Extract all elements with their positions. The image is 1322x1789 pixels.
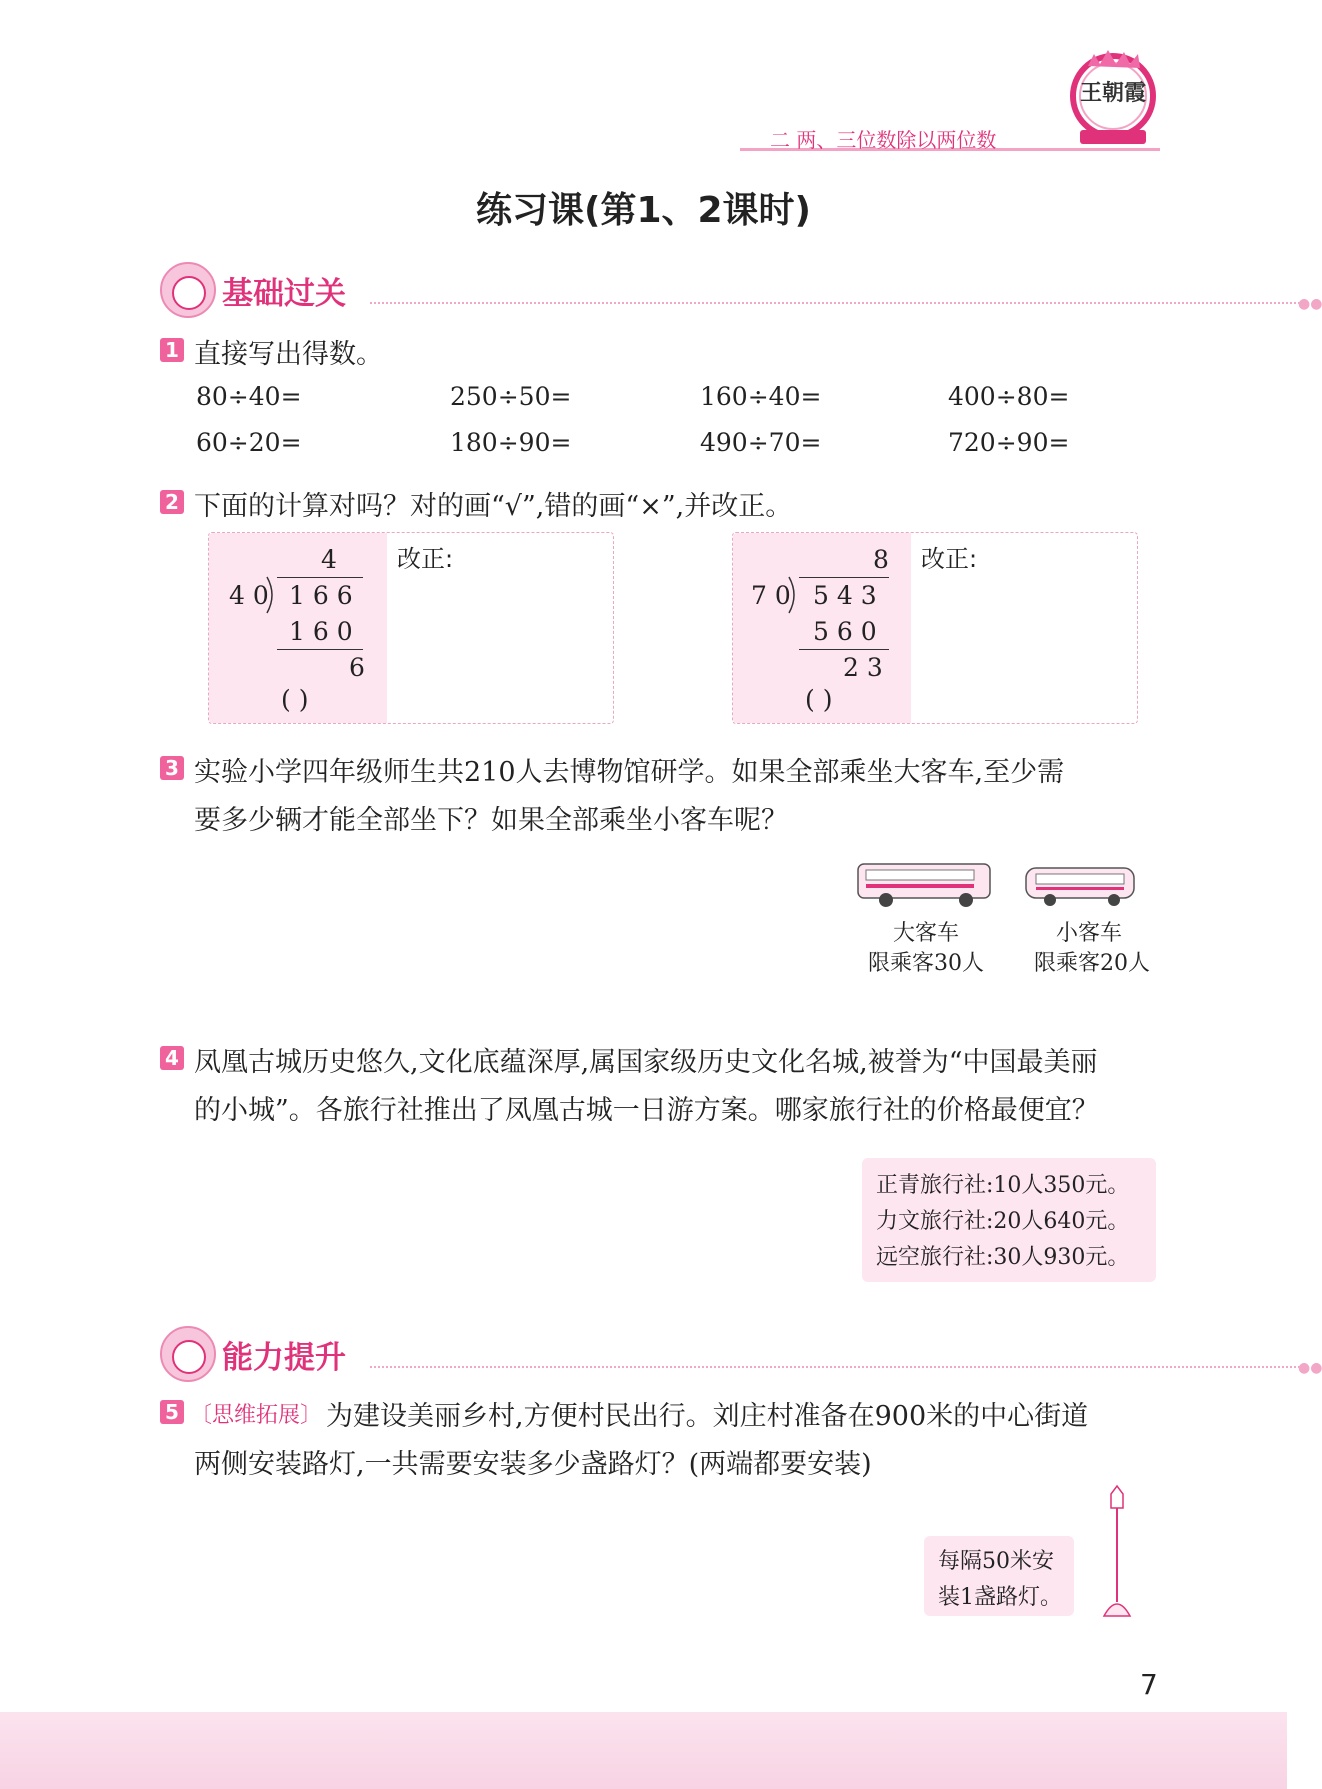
division-bracket-icon (787, 577, 801, 613)
divisor: 7 0 (751, 581, 791, 610)
footer-band (0, 1712, 1287, 1789)
question-1-text: 直接写出得数。 (194, 339, 383, 370)
logo-text: 王朝霞 (1079, 80, 1146, 106)
arith-item: 60÷20= (196, 428, 302, 457)
dots-decoration-icon: ●● (1298, 1360, 1322, 1376)
section-title-basic: 基础过关 (222, 276, 346, 312)
division-bracket-icon (265, 577, 279, 613)
chapter-title: 二 两、三位数除以两位数 (770, 128, 997, 152)
question-number-2: 2 (160, 490, 184, 514)
section-divider (370, 302, 1300, 304)
street-lamp-icon (1096, 1482, 1138, 1622)
arith-item: 250÷50= (450, 382, 572, 411)
arith-item: 400÷80= (948, 382, 1070, 411)
question-number-1: 1 (160, 338, 184, 362)
product: 1 6 0 (289, 617, 353, 646)
answer-blank[interactable]: ( ) (805, 685, 833, 714)
mascot-avatar (160, 1326, 216, 1382)
offer-item: 远空旅行社:30人930元。 (876, 1245, 1130, 1270)
offer-item: 力文旅行社:20人640元。 (876, 1209, 1130, 1234)
brand-logo (1068, 46, 1158, 152)
question-3-text-line2: 要多少辆才能全部坐下？如果全部乘坐小客车呢？ (194, 805, 788, 836)
tip-line-1: 每隔50米安 (938, 1549, 1054, 1574)
question-4-text-line1: 凤凰古城历史悠久,文化底蕴深厚,属国家级历史文化名城,被誉为“中国最美丽 (194, 1047, 1098, 1078)
big-bus-name: 大客车 (892, 921, 959, 946)
quotient: 4 (321, 545, 337, 574)
question-5-text-line2: 两侧安装路灯,一共需要安装多少盏路灯？(两端都要安装) (194, 1449, 872, 1480)
question-2-text: 下面的计算对吗？对的画“√”,错的画“×”,并改正。 (194, 491, 793, 522)
question-5-tag: 〔思维拓展〕 (190, 1403, 323, 1428)
correction-label: 改正: (921, 545, 978, 573)
streetlight-tip-box (924, 1536, 1074, 1616)
mascot-avatar (160, 262, 216, 318)
page-title: 练习课(第1、2课时) (475, 190, 811, 231)
travel-offers-box (862, 1158, 1156, 1282)
tip-line-2: 装1盏路灯。 (938, 1585, 1062, 1610)
correction-label: 改正: (397, 545, 454, 573)
question-3-text-line1: 实验小学四年级师生共210人去博物馆研学。如果全部乘坐大客车,至少需 (194, 757, 1065, 788)
dividend: 1 6 6 (289, 581, 353, 610)
section-divider (370, 1366, 1300, 1368)
small-bus-name: 小客车 (1055, 921, 1122, 946)
remainder: 6 (349, 653, 365, 682)
correction-box-right (732, 532, 1138, 724)
question-5-text-line1: 为建设美丽乡村,方便村民出行。刘庄村准备在900米的中心街道 (326, 1401, 1089, 1432)
question-number-5: 5 (160, 1400, 184, 1424)
section-title-advanced: 能力提升 (222, 1340, 346, 1376)
section-header-advanced (160, 1326, 1322, 1382)
correction-box-left (208, 532, 614, 724)
small-bus-limit: 限乘客20人 (1034, 951, 1150, 976)
question-4-text-line2: 的小城”。各旅行社推出了凤凰古城一日游方案。哪家旅行社的价格最便宜？ (194, 1095, 1099, 1126)
arith-item: 160÷40= (700, 382, 822, 411)
quotient: 8 (873, 545, 889, 574)
page-number: 7 (1140, 1668, 1158, 1701)
answer-blank[interactable]: ( ) (281, 685, 309, 714)
product: 5 6 0 (813, 617, 877, 646)
dots-decoration-icon: ●● (1298, 296, 1322, 312)
big-bus-limit: 限乘客30人 (868, 951, 984, 976)
question-number-4: 4 (160, 1046, 184, 1070)
arith-item: 180÷90= (450, 428, 572, 457)
arith-item: 720÷90= (948, 428, 1070, 457)
remainder: 2 3 (843, 653, 883, 682)
divisor: 4 0 (229, 581, 269, 610)
section-header-basic (160, 262, 1322, 318)
offer-item: 正青旅行社:10人350元。 (876, 1173, 1130, 1198)
arith-item: 490÷70= (700, 428, 822, 457)
question-number-3: 3 (160, 756, 184, 780)
arith-item: 80÷40= (196, 382, 302, 411)
big-bus-icon (856, 858, 996, 910)
dividend: 5 4 3 (813, 581, 877, 610)
small-bus-icon (1024, 862, 1140, 910)
